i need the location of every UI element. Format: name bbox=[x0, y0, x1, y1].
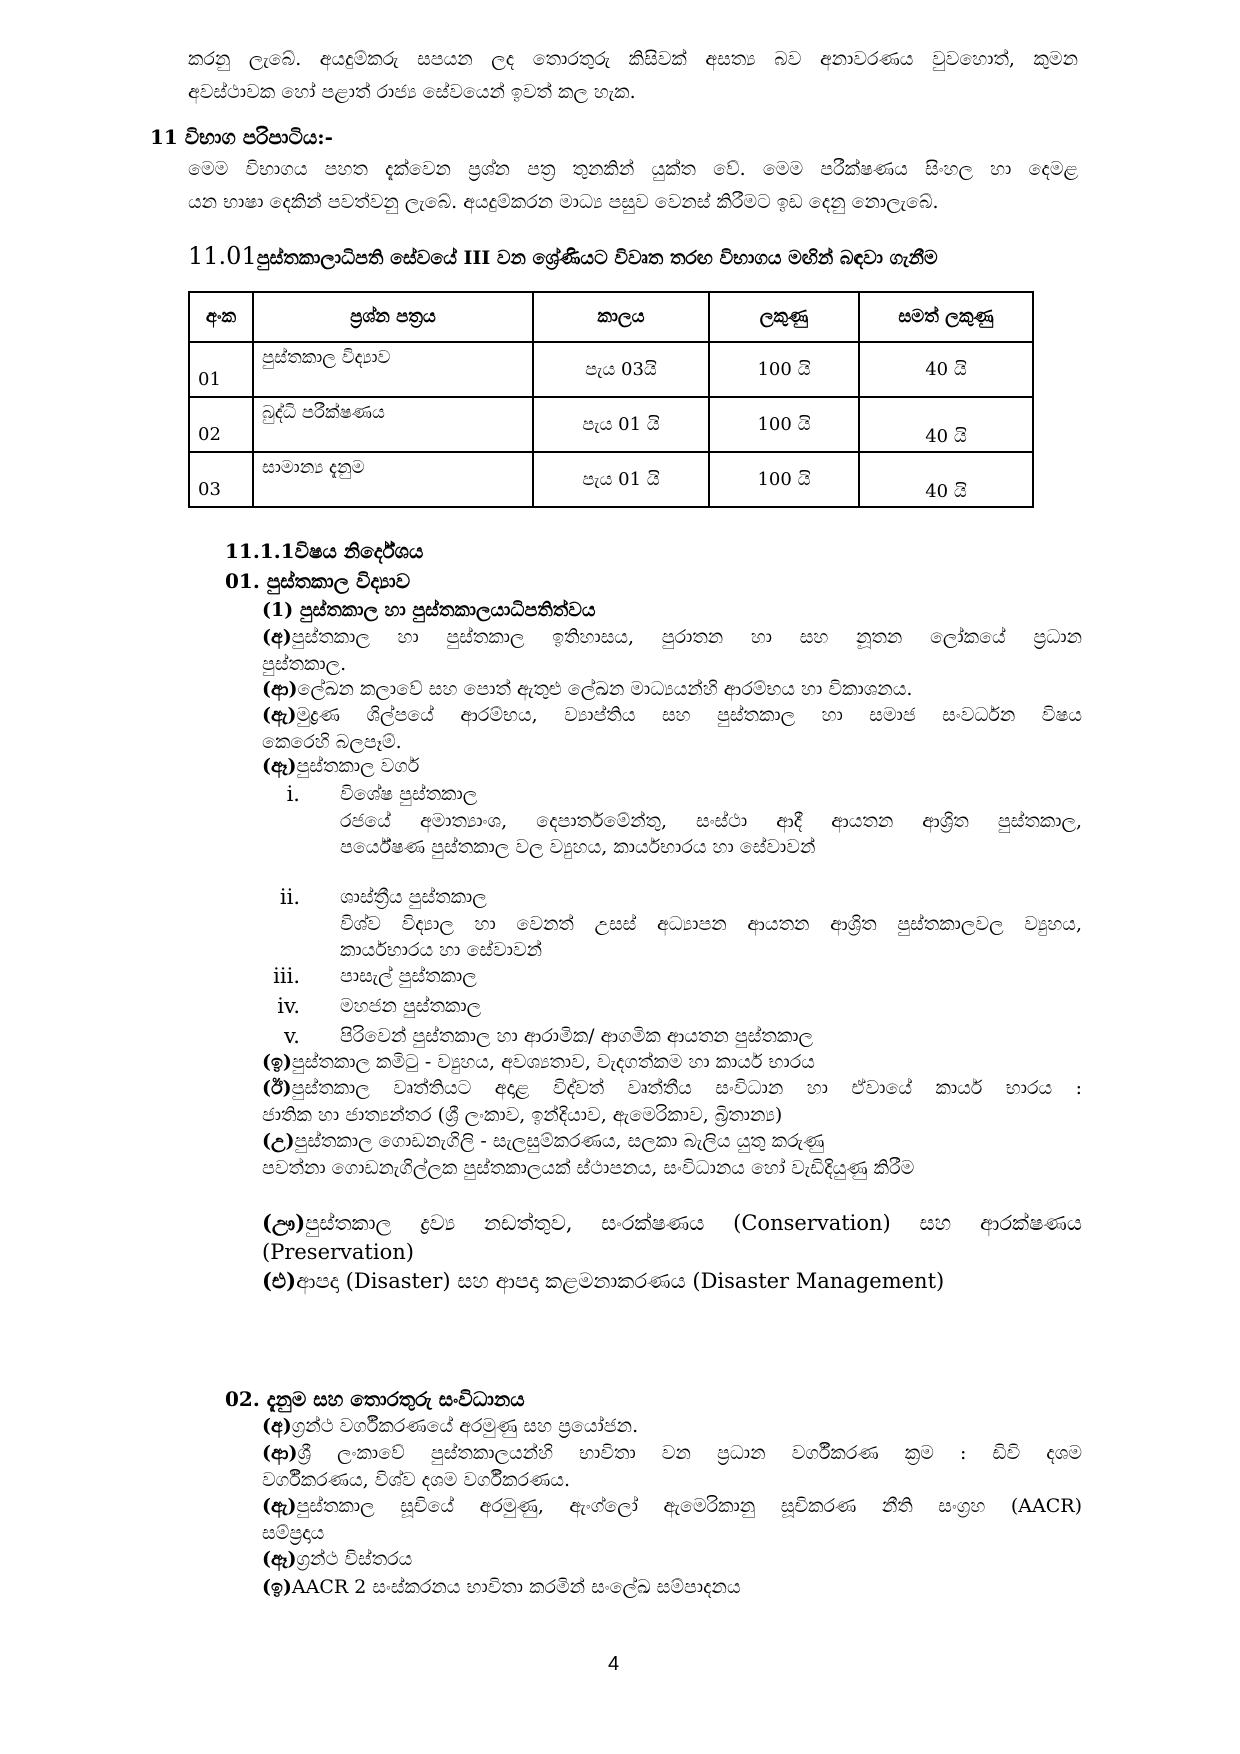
type-ii-title: ශාස්ත්‍රීය පුස්තකාල bbox=[340, 886, 487, 908]
type-iii-title: පාසැල් පුස්තකාල bbox=[340, 965, 477, 987]
section-11-paragraph bbox=[188, 156, 1078, 215]
syllabus-heading: 11.1.1විෂය නිර්දේශය bbox=[225, 539, 424, 563]
cell-time: පැය 01 යි bbox=[533, 452, 709, 507]
item-aa bbox=[262, 676, 1082, 703]
section-1101-heading bbox=[188, 240, 938, 274]
s02-item-i-label: (ඉ) bbox=[262, 1576, 292, 1598]
page-number: 4 bbox=[608, 1653, 620, 1675]
cell-pass: 40 යි bbox=[859, 452, 1033, 507]
item-uu-line1: පුස්තකාල ද්‍රව්‍ය නඩත්තුව, සංරක්ෂණය (Conservation) සහ ආරක්ෂණය bbox=[305, 1211, 1082, 1235]
s02-item-a-text: ග්‍රන්ථ වර්ගීකරණයේ අරමුණු සහ ප්‍රයෝජන. bbox=[291, 1415, 639, 1437]
header-time: කාලය bbox=[533, 292, 709, 342]
cell-time: පැය 03යි bbox=[533, 342, 709, 397]
header-paper: ප්‍රශ්න පත්‍රය bbox=[253, 292, 533, 342]
syllabus-s01-title: 01. පුස්තකාල විද්‍යාව bbox=[225, 569, 411, 593]
s02-item-ae bbox=[262, 1493, 1082, 1546]
cell-no: 01 bbox=[189, 342, 253, 397]
cell-paper: පුස්තකාල විද්‍යාව bbox=[253, 342, 533, 397]
item-ii bbox=[262, 1075, 1082, 1128]
type-iv-num: iv. bbox=[277, 994, 300, 1018]
cell-paper: බුද්ධි පරීක්ෂණය bbox=[253, 397, 533, 452]
s02-item-ae2-text: ග්‍රන්ථ විස්තරය bbox=[296, 1548, 413, 1570]
header-marks: ලකුණු bbox=[709, 292, 859, 342]
item-ae-label: (ඇ) bbox=[262, 704, 297, 726]
item-uu-line2: (Preservation) bbox=[262, 1240, 414, 1265]
cell-marks: 100 යි bbox=[709, 397, 859, 452]
s02-item-aa-label: (ආ) bbox=[262, 1442, 298, 1464]
item-u-label: (උ) bbox=[262, 1130, 295, 1152]
s02-item-aa-line1: ශ්‍රී ලංකාවේ පුස්තකාලයන්හි භාවිතා වන ප්‍රධාන වර්ගීකරණ ක්‍රම : ඩිවි දශම bbox=[297, 1442, 1082, 1464]
s02-item-a bbox=[262, 1413, 1082, 1440]
cell-pass: 40 යි bbox=[859, 397, 1033, 452]
table-row bbox=[189, 397, 1033, 452]
cell-time: පැය 01 යි bbox=[533, 397, 709, 452]
s02-item-ae2 bbox=[262, 1546, 1082, 1573]
item-e bbox=[262, 1266, 1082, 1296]
top-paragraph-line1: කරනු ලැබේ. අයදුම්කරු සපයන ලද තොරතුරු කිසිවක් අසත්‍ය බව අනාවරණය වුවහොත්, කුමන bbox=[188, 48, 1078, 70]
exam-table-header-row bbox=[189, 292, 1033, 342]
s02-item-ae-label: (ඇ) bbox=[262, 1495, 297, 1517]
type-ii bbox=[340, 884, 1082, 964]
item-uu-label: (ඌ) bbox=[262, 1210, 306, 1235]
item-uu bbox=[262, 1208, 1082, 1268]
type-iii-num: iii. bbox=[273, 964, 300, 988]
item-a-line2: පුස්තකාල. bbox=[262, 652, 347, 675]
item-aa-text: ලේඛන කලාවේ සහ පොත් ඇතුළු ලේඛන මාධ්‍යයන්හි ආරම්භය හා විකාශනය. bbox=[297, 678, 913, 700]
item-ii-label: (ඊ) bbox=[262, 1077, 292, 1099]
item-i-text: පුස්තකාල කමිටු - ව්‍යුහය, අවශ්‍යතාව, වැදගත්කම හා කාර්ය භාරය bbox=[291, 1051, 815, 1073]
cell-no: 03 bbox=[189, 452, 253, 507]
s02-item-i bbox=[262, 1574, 1082, 1601]
item-u-line1: පුස්තකාල ගොඩනැගිලි - සැලසුම්කරණය, සලකා බැලිය යුතු කරුණු bbox=[294, 1130, 825, 1152]
type-ii-num: ii. bbox=[279, 885, 300, 909]
item-e-text: ආපදා (Disaster) සහ ආපදා කළමනාකරණය (Disaster Management) bbox=[296, 1269, 945, 1293]
cell-marks: 100 යි bbox=[709, 452, 859, 507]
table-row bbox=[189, 452, 1033, 507]
s02-item-aa bbox=[262, 1440, 1082, 1493]
s02-item-aa-line2: වර්ගීකරණය, විශ්ව දශම වර්ගීකරණය. bbox=[262, 1468, 571, 1491]
item-a-line1: පුස්තකාල හා පුස්තකාල ඉතිහාසය, පුරාතන හා සහ නූතන ලෝකයේ ප්‍රධාන bbox=[291, 626, 1082, 648]
item-i bbox=[262, 1049, 1082, 1076]
item-ae2 bbox=[262, 753, 419, 780]
type-i-line2: පර්යේෂණ පුස්තකාල වල ව්‍යුහය, කාර්යභාරය හා සේවාවන් bbox=[340, 836, 816, 859]
type-ii-line1: විශ්ව විද්‍යාල හා වෙනත් උසස් අධ්‍යාපන ආයතන ආශ්‍රිත පුස්තකාලවල ව්‍යුහය, bbox=[340, 912, 1082, 935]
type-i bbox=[340, 781, 1082, 861]
item-ae bbox=[262, 702, 1082, 755]
item-aa-label: (ආ) bbox=[262, 678, 298, 700]
type-v-title: පිරිවෙන් පුස්තකාල හා ආරාමික/ ආගමික ආයතන පුස්තකාල bbox=[340, 1025, 814, 1047]
type-i-title: විශේෂ පුස්තකාල bbox=[340, 783, 478, 805]
table-row bbox=[189, 342, 1033, 397]
syllabus-s02-title: 02. දැනුම සහ තොරතුරු සංවිධානය bbox=[225, 1387, 525, 1411]
type-i-num: i. bbox=[286, 782, 300, 806]
item-ii-line1: පුස්තකාල වෘත්තියට අදාළ විද්වත් වෘත්තීය සංවිධාන හා ඒවායේ කාර්ය භාරය : bbox=[291, 1077, 1082, 1099]
item-a bbox=[262, 624, 1082, 677]
cell-pass: 40 යි bbox=[859, 342, 1033, 397]
exam-table bbox=[188, 291, 1034, 508]
item-ae-line1: මුද්‍රණ ශිල්පයේ ආරම්භය, ව්‍යාප්තිය සහ පුස්තකාල හා සමාජ සංවර්ධන විෂය bbox=[296, 704, 1082, 726]
header-pass: සමත් ලකුණු bbox=[859, 292, 1033, 342]
header-no: අංක bbox=[189, 292, 253, 342]
type-i-line1: රජයේ අමාත්‍යාංශ, දෙපාර්තමේන්තු, සංස්ථා ආදී ආයතන ආශ්‍රිත පුස්තකාල, bbox=[340, 809, 1082, 832]
type-iv-title: මහජන පුස්තකාල bbox=[340, 995, 482, 1017]
item-ae-line2: කෙරෙහි බලපෑම්. bbox=[262, 730, 402, 753]
top-paragraph bbox=[188, 46, 1078, 105]
section-11-line2: යන භාෂා දෙකින් පවත්වනු ලැබේ. අයදුම්කරන මාධ්‍ය පසුව වෙනස් කිරීමට ඉඩ දෙනු නොලැබේ. bbox=[188, 190, 939, 213]
cell-no: 02 bbox=[189, 397, 253, 452]
cell-marks: 100 යි bbox=[709, 342, 859, 397]
item-e-label: (එ) bbox=[262, 1268, 297, 1293]
item-ae2-text: පුස්තකාල වර්ග bbox=[296, 755, 420, 777]
s02-item-i-text: AACR 2 සංස්කරනය භාවිතා කරමින් සංලේඛ සම්පාදනය bbox=[291, 1576, 741, 1598]
item-ii-line2: ජාතික හා ජාත්‍යන්තර (ශ්‍රී ලංකාව, ඉන්දියාව, ඇමෙරිකාව, බ්‍රිතාන්‍ය) bbox=[262, 1103, 783, 1126]
item-u-line2: පවත්නා ගොඩනැගිල්ලක පුස්තකාලයක් ස්ථාපනය, සංවිධානය හෝ වැඩිදියුණු කිරීම bbox=[262, 1156, 915, 1179]
type-v-num: v. bbox=[283, 1024, 300, 1048]
item-u bbox=[262, 1128, 1082, 1181]
top-paragraph-line2: අවස්ථාවක හෝ පළාත් රාජ්‍ය සේවයෙන් ඉවත් කල හැක. bbox=[188, 80, 636, 103]
section-11-line1: මෙම විභාගය පහත දැක්වෙන ප්‍රශ්න පත්‍ර තුනකින් යුක්ත වේ. මෙම පරීක්ෂණය සිංහල හා දෙමළ bbox=[188, 158, 1078, 180]
s02-item-a-label: (අ) bbox=[262, 1415, 292, 1437]
s02-item-ae-line2: සම්ප්‍රදාය bbox=[262, 1521, 325, 1544]
section-1101-title: පුස්තකාලාධිපති සේවයේ III වන ශ්‍රේණියට විවෘත තරඟ විභාගය මඟින් බඳවා ගැනීම bbox=[256, 247, 938, 269]
item-i-label: (ඉ) bbox=[262, 1051, 292, 1073]
item-a-label: (අ) bbox=[262, 626, 292, 648]
item-ae2-label: (ඈ) bbox=[262, 755, 297, 777]
s02-item-ae-line1: පුස්තකාල සූචියේ අරමුණු, ඇංග්ලෝ ඇමෙරිකානු සූචිකරණ නීති සංග්‍රහ (AACR) bbox=[296, 1495, 1082, 1517]
syllabus-s01-sub1: (1) පුස්තකාල හා පුස්තකාලයාධිපතිත්වය bbox=[262, 599, 596, 621]
section-11-heading: 11 විභාග පරිපාටිය:- bbox=[150, 125, 333, 149]
type-ii-line2: කාර්යභාරය හා සේවාවන් bbox=[340, 939, 543, 962]
cell-paper: සාමාන්‍ය දැනුම bbox=[253, 452, 533, 507]
s02-item-ae2-label: (ඈ) bbox=[262, 1548, 297, 1570]
section-1101-number: 11.01 bbox=[188, 242, 257, 270]
